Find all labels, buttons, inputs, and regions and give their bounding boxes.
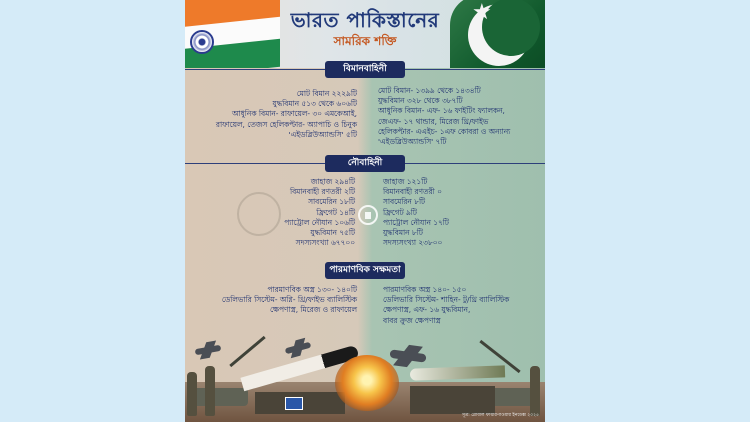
stat-line: হেলিকপ্টার- এএইচ- ১এফ কোবরা ও অন্যান্য: [378, 126, 511, 136]
tank-icon: [193, 388, 248, 406]
chakra-watermark-icon: [237, 192, 281, 236]
stat-line: 'এইডব্লিউঅ্যান্ডসি' ৫টি: [288, 129, 357, 139]
stat-line: যুদ্ধবিমান ৩২৮ থেকে ৩৮৭টি: [378, 96, 463, 106]
stat-line: মোট বিমান- ১৩৯৯ থেকে ১৪৩৪টি: [378, 86, 481, 95]
stat-line: ডেলিভারি সিস্টেম- শাহিন- টু/থ্রি ব্যালিস্টিক: [383, 295, 510, 305]
india-airforce-stats: [216, 89, 357, 140]
stat-line: যুদ্ধবিমান ৭৫টি: [310, 228, 355, 238]
fighter-jet-icon: [285, 342, 312, 355]
tank-barrel: [229, 336, 265, 367]
stat-line: বিমানবাহী রণতরী ২টি: [289, 187, 355, 197]
stat-line: সাবমেরিন ১৮টি: [308, 197, 355, 207]
stat-line: বিমানবাহী রণতরী ০: [383, 187, 442, 197]
stat-line: প্যাট্রোল নৌযান ১০৬টি: [284, 217, 355, 227]
pakistan-airforce-stats: [378, 86, 510, 147]
stat-line: ক্ষেপণাস্ত্র, মিরেজ ও রাফায়েল: [270, 305, 357, 315]
section-label-nuclear: পারমাণবিক সক্ষমতা: [325, 262, 405, 279]
soldier-icon: [205, 366, 215, 416]
pakistan-nuclear-stats: [383, 285, 509, 326]
stat-line: প্যাট্রোল নৌযান ১৭টি: [383, 217, 449, 227]
stat-line: বাবর ক্রুজ ক্ষেপণাস্ত্র: [383, 315, 441, 325]
stat-line: ক্ষেপণাস্ত্র, এফ- ১৬ যুদ্ধবিমান,: [383, 305, 471, 315]
stat-line: সদস্যসংখ্যা ২৩৮০০: [383, 238, 443, 248]
pakistan-missile-icon: [410, 365, 505, 380]
stat-line: আধুনিক বিমান- রাফায়েল- ৩০ এমকেআই,: [232, 109, 357, 119]
stat-line: জাহাজ ২৯৪টি: [310, 177, 355, 186]
source-credit: সূত্র: গ্লোবাল ফায়ারপাওয়ার ইনডেক্স ২০২৫: [461, 413, 539, 418]
poster-subtitle: সামরিক শক্তি: [333, 34, 397, 48]
section-label-airforce: বিমানবাহিনী: [325, 61, 405, 78]
stat-line: সদস্যসংখ্যা ৬৭৭০০: [295, 238, 355, 248]
star-icon: ★: [472, 0, 492, 25]
india-nuclear-stats: [222, 285, 357, 316]
stat-line: পারমাণবিক অস্ত্র ১৪০- ১৫০: [383, 285, 467, 294]
stat-line: মোট বিমান ২২২৯টি: [296, 89, 357, 98]
soldier-icon: [530, 366, 540, 416]
missile-launcher: [410, 386, 495, 414]
stat-line: পারমাণবিক অস্ত্র ১৩০- ১৪০টি: [267, 285, 357, 294]
fighter-jet-icon: [195, 345, 222, 355]
military-scene-illustration: [185, 325, 545, 422]
stat-line: যুদ্ধবিমান ৮টি: [383, 228, 423, 238]
pakistan-navy-stats: [383, 177, 449, 248]
stat-line: ফ্রিগেট ৯টি: [383, 207, 417, 217]
plate-icon: [285, 397, 303, 410]
infographic-poster: [185, 0, 545, 422]
logo-icon: [358, 205, 378, 225]
soldier-icon: [187, 372, 197, 416]
stat-line: রাফায়েল, তেজস হেলিকপ্টার- অ্যাপাচি ও চিনুক: [215, 119, 357, 129]
india-navy-stats: [284, 177, 355, 248]
stat-line: 'এইডব্লিউঅ্যান্ডসি' ৭টি: [378, 137, 447, 147]
stat-line: সাবমেরিন ৮টি: [383, 197, 426, 207]
stat-line: জাহাজ ১২১টি: [383, 177, 428, 186]
stat-line: যুদ্ধবিমান ৫১৩ থেকে ৬০৬টি: [272, 99, 357, 109]
poster-title: ভারত পাকিস্তানের: [290, 8, 440, 32]
stat-line: ফ্রিগেট ১৪টি: [316, 207, 355, 217]
section-label-navy: নৌবাহিনী: [325, 155, 405, 172]
explosion-icon: [335, 355, 399, 411]
stat-line: জেএফ- ১৭ থান্ডার, মিরেজ থ্রি/ফাইভ: [378, 116, 489, 126]
fighter-jet-icon: [389, 349, 426, 362]
stat-line: আধুনিক বিমান- এফ- ১৬ ফাইটিং ফ্যালকন,: [378, 106, 505, 116]
stat-line: ডেলিভারি সিস্টেম- অগ্নি- থ্রি/ফাইভ ব্যালিস্টিক: [221, 295, 357, 305]
